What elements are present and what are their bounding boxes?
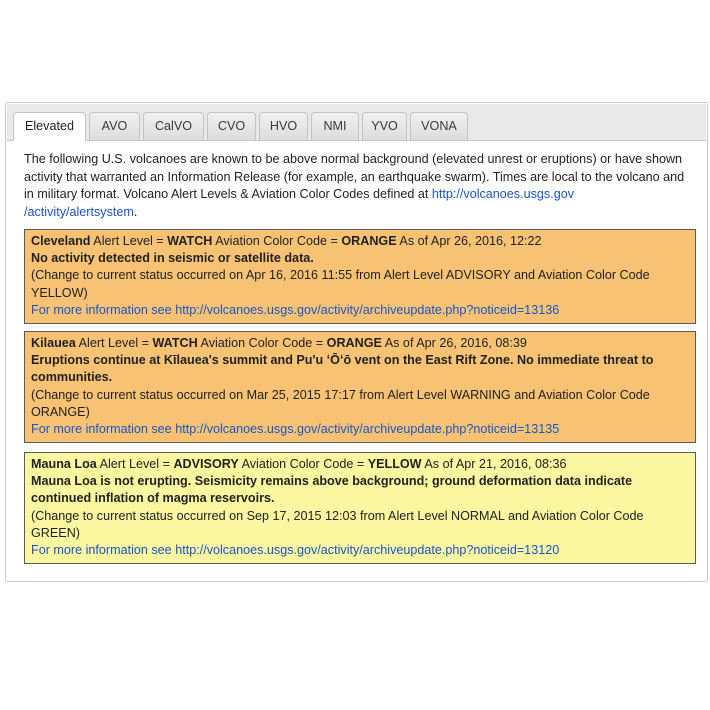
tab-vona[interactable]: VONA bbox=[410, 112, 468, 140]
alert-level-value: WATCH bbox=[152, 336, 198, 350]
color-code-label: Aviation Color Code = bbox=[212, 234, 342, 248]
volcano-status-panel bbox=[5, 102, 708, 582]
alert-box-kilauea bbox=[24, 331, 696, 443]
tab-elevated[interactable]: Elevated bbox=[13, 112, 86, 141]
tab-hvo[interactable]: HVO bbox=[259, 112, 308, 140]
volcano-name: Kilauea bbox=[31, 336, 76, 350]
more-info-link[interactable]: http://volcanoes.usgs.gov/activity/archiveupdate.php?noticeid=13136 bbox=[175, 302, 560, 317]
alert-status-line bbox=[31, 335, 689, 352]
alert-level-value: WATCH bbox=[167, 234, 213, 248]
alert-system-link-part1: http://volcanoes.usgs.gov bbox=[431, 187, 575, 202]
as-of-date: As of Apr 26, 2016, 08:39 bbox=[381, 336, 527, 350]
volcano-name: Mauna Loa bbox=[31, 457, 97, 471]
alert-level-value: ADVISORY bbox=[173, 457, 239, 471]
alert-headline: Eruptions continue at Kīlauea's summit and Pu'u ʻŌʻō vent on the East Rift Zone. No immediate threat to communities. bbox=[31, 353, 654, 385]
color-code-label: Aviation Color Code = bbox=[238, 457, 368, 471]
status-change-note: (Change to current status occurred on Apr 16, 2016 11:55 from Alert Level ADVISORY and Aviation Color Code YELLOW) bbox=[31, 268, 650, 300]
color-code-label: Aviation Color Code = bbox=[197, 336, 327, 350]
as-of-date: As of Apr 26, 2016, 12:22 bbox=[396, 234, 542, 248]
tab-nmi[interactable]: NMI bbox=[311, 112, 359, 140]
more-info-link[interactable]: http://volcanoes.usgs.gov/activity/archiveupdate.php?noticeid=13120 bbox=[175, 543, 560, 558]
tab-yvo[interactable]: YVO bbox=[362, 112, 407, 140]
volcano-name: Cleveland bbox=[31, 234, 91, 248]
alert-level-label: Alert Level = bbox=[90, 234, 168, 248]
alert-headline: Mauna Loa is not erupting. Seismicity remains above background; ground deformation data indicate continued inflation of magma reservoirs. bbox=[31, 474, 633, 506]
more-info-prefix[interactable]: For more information see bbox=[31, 422, 176, 437]
more-info-line bbox=[31, 542, 689, 559]
alert-status-line bbox=[31, 233, 689, 250]
tab-bar bbox=[7, 104, 706, 141]
color-code-value: YELLOW bbox=[367, 457, 422, 471]
intro-paragraph bbox=[24, 151, 686, 221]
more-info-line bbox=[31, 421, 689, 438]
alert-level-label: Alert Level = bbox=[96, 457, 174, 471]
more-info-link[interactable]: http://volcanoes.usgs.gov/activity/archiveupdate.php?noticeid=13135 bbox=[175, 422, 560, 437]
intro-text: The following U.S. volcanoes are known to be above normal background (elevated unrest or eruptions) or have shown activity that warranted an Information Release (for example, an earthquake swarm). Times are local to the volcano and in military format. Volcano Alert Levels & Aviation Color Codes defined at bbox=[24, 152, 685, 202]
alert-system-link-part2: /activity/alertsystem bbox=[24, 204, 134, 219]
alert-box-cleveland bbox=[24, 229, 696, 324]
tab-cvo[interactable]: CVO bbox=[207, 112, 256, 140]
color-code-value: ORANGE bbox=[326, 336, 382, 350]
intro-end: . bbox=[133, 204, 138, 219]
more-info-line bbox=[31, 302, 689, 319]
tab-avo[interactable]: AVO bbox=[89, 112, 140, 140]
alert-status-line bbox=[31, 456, 689, 473]
status-change-note: (Change to current status occurred on Sep 17, 2015 12:03 from Alert Level NORMAL and Aviation Color Code GREEN) bbox=[31, 508, 644, 540]
more-info-prefix[interactable]: For more information see bbox=[31, 302, 176, 317]
tab-calvo[interactable]: CalVO bbox=[143, 112, 204, 140]
as-of-date: As of Apr 21, 2016, 08:36 bbox=[421, 457, 567, 471]
color-code-value: ORANGE bbox=[341, 234, 397, 248]
alert-level-label: Alert Level = bbox=[75, 336, 153, 350]
alert-headline: No activity detected in seismic or satellite data. bbox=[31, 251, 314, 266]
alert-box-mauna-loa bbox=[24, 452, 696, 564]
status-change-note: (Change to current status occurred on Mar 25, 2015 17:17 from Alert Level WARNING and Aviation Color Code ORANGE) bbox=[31, 387, 650, 419]
more-info-prefix[interactable]: For more information see bbox=[31, 543, 176, 558]
